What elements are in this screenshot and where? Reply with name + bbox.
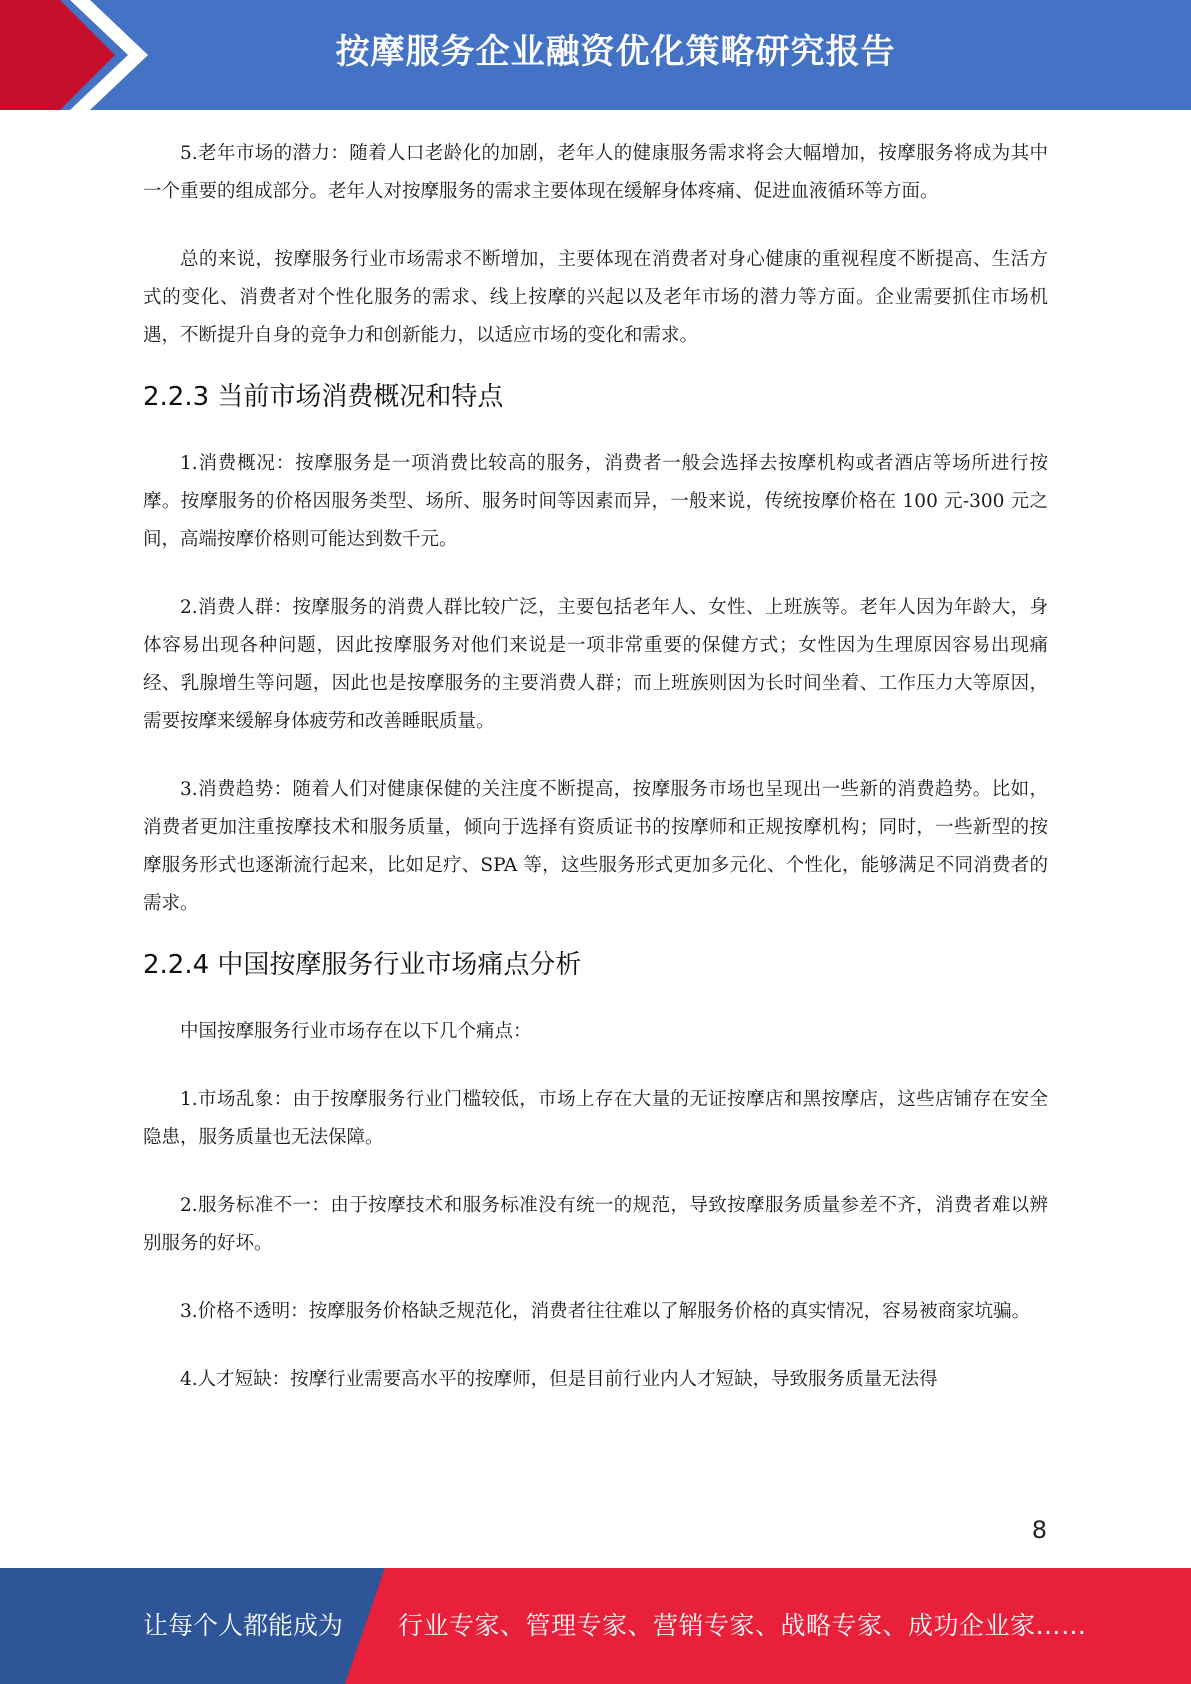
- paragraph-pain-points-intro: 中国按摩服务行业市场存在以下几个痛点：: [180, 1021, 532, 1042]
- paragraph-consumption-overview: 1.消费概况：按摩服务是一项消费比较高的服务，消费者一般会选择去按摩机构或者酒店等场所进行按摩。按摩服务的价格因服务类型、场所、服务时间等因素而异，一般来说，传统按摩价格在 100 元-300 元之间，高端按摩价格则可能达到数千元。: [143, 453, 1048, 550]
- report-title: 按摩服务企业融资优化策略研究报告: [335, 32, 896, 72]
- page-header: [0, 0, 1191, 110]
- page-number: 8: [1031, 1516, 1047, 1544]
- page-footer: [0, 1568, 1191, 1684]
- paragraph-service-standards: 2.服务标准不一：由于按摩技术和服务标准没有统一的规范，导致按摩服务质量参差不齐，消费者难以辨别服务的好坏。: [143, 1195, 1048, 1254]
- paragraph-consumption-trends: 3.消费趋势：随着人们对健康保健的关注度不断提高，按摩服务市场也呈现出一些新的消费趋势。比如，消费者更加注重按摩技术和服务质量，倾向于选择有资质证书的按摩师和正规按摩机构；同时，一些新型的按摩服务形式也逐渐流行起来，比如足疗、SPA 等，这些服务形式更加多元化、个性化，能够满足不同消费者的需求。: [143, 779, 1048, 914]
- paragraph-elderly-market: 5.老年市场的潜力：随着人口老龄化的加剧，老年人的健康服务需求将会大幅增加，按摩服务将成为其中一个重要的组成部分。老年人对按摩服务的需求主要体现在缓解身体疼痛、促进血液循环等方面。: [143, 143, 1048, 202]
- section-heading-2-2-4: 2.2.4 中国按摩服务行业市场痛点分析: [143, 950, 582, 980]
- paragraph-consumer-groups: 2.消费人群：按摩服务的消费人群比较广泛，主要包括老年人、女性、上班族等。老年人因为年龄大，身体容易出现各种问题，因此按摩服务对他们来说是一项非常重要的保健方式；女性因为生理原因容易出现痛经、乳腺增生等问题，因此也是按摩服务的主要消费人群；而上班族则因为长时间坐着、工作压力大等原因，需要按摩来缓解身体疲劳和改善睡眠质量。: [143, 597, 1048, 732]
- paragraph-price-opacity: 3.价格不透明：按摩服务价格缺乏规范化，消费者往往难以了解服务价格的真实情况，容易被商家坑骗。: [180, 1301, 1031, 1322]
- page-body: [143, 135, 1048, 1429]
- paragraph-talent-shortage: 4.人才短缺：按摩行业需要高水平的按摩师，但是目前行业内人才短缺，导致服务质量无法得: [180, 1369, 938, 1390]
- footer-slogan-left: 让每个人都能成为: [143, 1611, 344, 1640]
- footer-slogan-right: 行业专家、管理专家、营销专家、战略专家、成功企业家……: [398, 1611, 1087, 1640]
- paragraph-summary: 总的来说，按摩服务行业市场需求不断增加，主要体现在消费者对身心健康的重视程度不断提高、生活方式的变化、消费者对个性化服务的需求、线上按摩的兴起以及老年市场的潜力等方面。企业需要抓住市场机遇，不断提升自身的竞争力和创新能力，以适应市场的变化和需求。: [143, 249, 1048, 346]
- section-heading-2-2-3: 2.2.3 当前市场消费概况和特点: [143, 382, 504, 412]
- paragraph-market-chaos: 1.市场乱象：由于按摩服务行业门槛较低，市场上存在大量的无证按摩店和黑按摩店，这些店铺存在安全隐患，服务质量也无法保障。: [143, 1089, 1048, 1148]
- header-chevron-decoration: [0, 0, 160, 110]
